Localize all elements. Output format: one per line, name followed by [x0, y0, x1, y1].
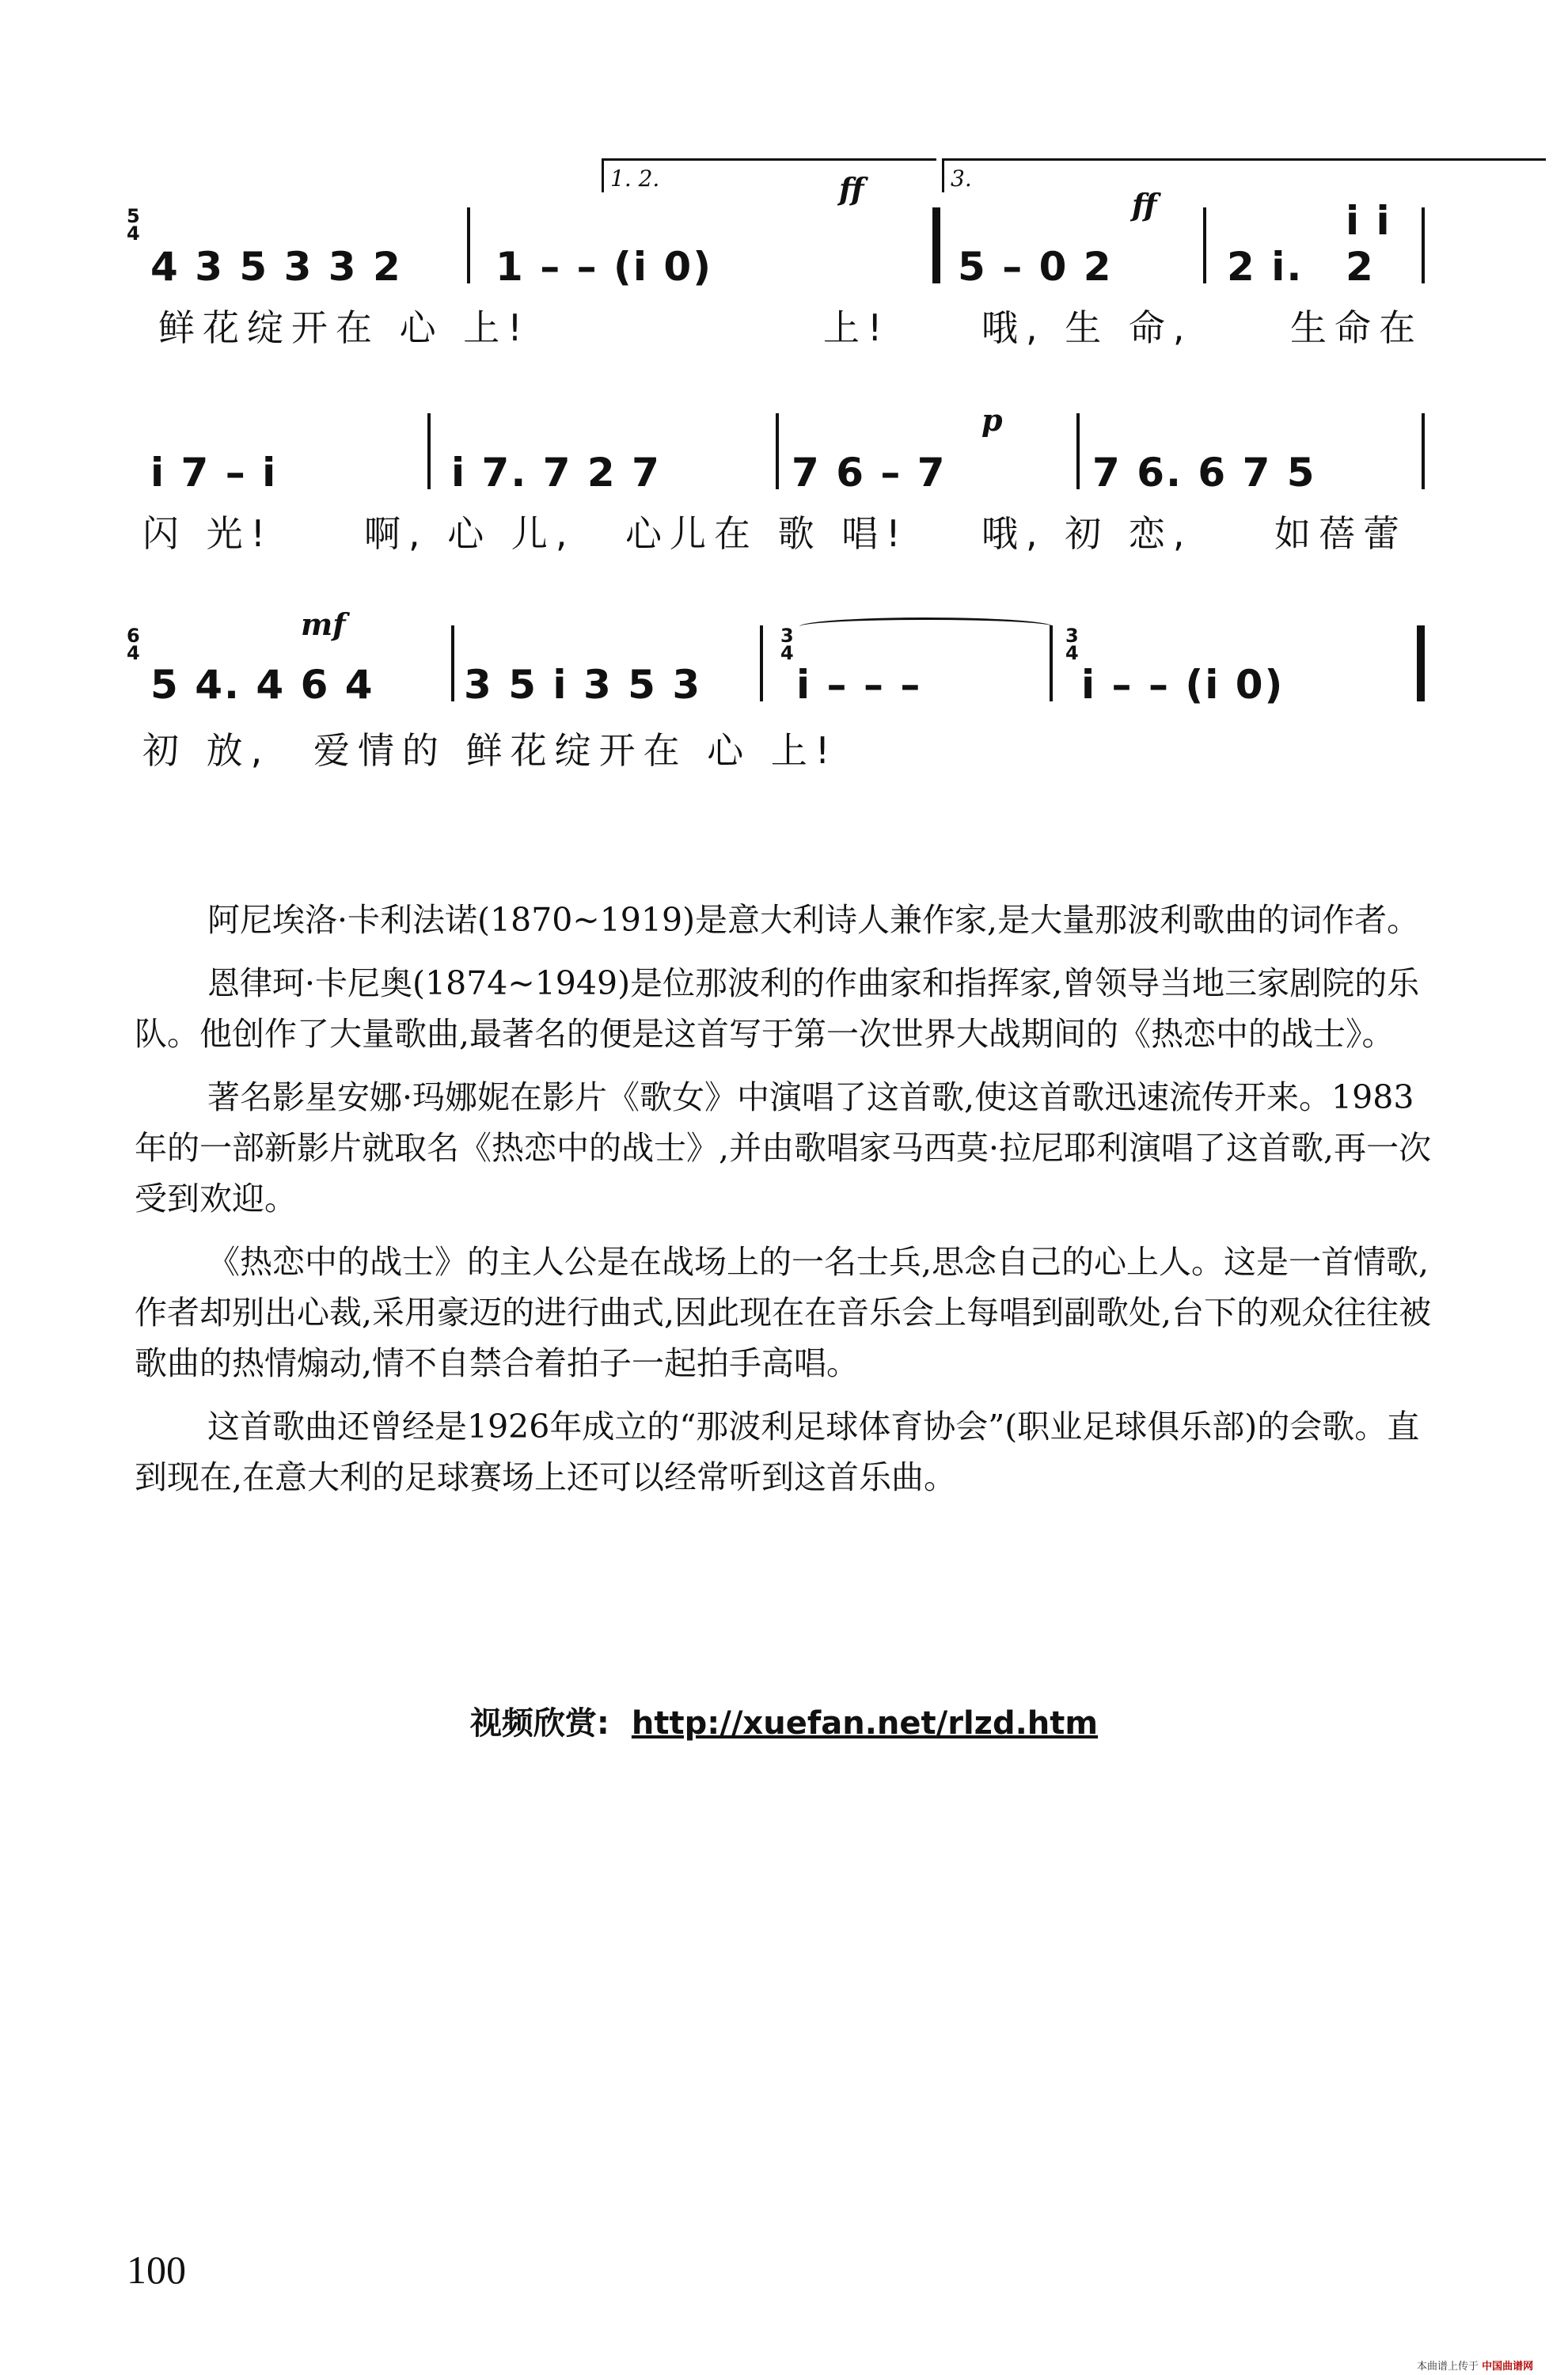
dynamic-marking: mf — [301, 606, 346, 642]
measure: i – – – — [796, 662, 922, 708]
lyric-text: 鲜花绽开在 心 上! — [158, 306, 530, 349]
measure: i i 2 — [1346, 198, 1391, 290]
measure: 3 5 i 3 5 3 — [464, 662, 702, 708]
video-url-link[interactable]: http://xuefan.net/rlzd.htm — [631, 1705, 1099, 1742]
barline — [760, 625, 763, 701]
repeat-barline — [932, 207, 940, 283]
measure: 1 – – (i 0) — [495, 244, 713, 290]
time-signature: 6 4 — [127, 625, 140, 664]
barline — [1203, 207, 1206, 283]
lyric-text: 哦, 生 命, — [981, 306, 1193, 349]
notation-line — [127, 625, 1425, 716]
final-barline — [1417, 625, 1425, 701]
site-logo: 中国曲谱网 — [1482, 2361, 1534, 2373]
lyric-text: 如蓓蕾 — [1274, 512, 1407, 555]
paragraph: 《热恋中的战士》的主人公是在战场上的一名士兵,思念自己的心上人。这是一首情歌,作者却别出心裁,采用豪迈的进行曲式,因此现在在音乐会上每唱到副歌处,台下的观众往往被歌曲的热情煽动,情不自禁合着拍子一起拍手高唱。 — [135, 1243, 1432, 1382]
credit-prefix: 本曲谱上传于 — [1417, 2361, 1479, 2373]
measure: i 7. 7 2 7 — [451, 450, 661, 496]
volta-label-3: 3. — [951, 165, 972, 192]
barline — [1422, 207, 1425, 283]
measure: 7 6 – 7 — [792, 450, 947, 496]
measure: 5 4. 4 6 4 — [150, 662, 374, 708]
barline — [776, 413, 779, 489]
lyric-text: 爱情的 鲜花绽开在 心 上! — [313, 729, 838, 772]
measure: 2 i. — [1227, 244, 1304, 290]
time-signature: 3 4 — [1065, 625, 1079, 664]
video-label: 视频欣赏: — [469, 1705, 609, 1742]
paragraph: 著名影星安娜·玛娜妮在影片《歌女》中演唱了这首歌,使这首歌迅速流传开来。1983年的一部新影片就取名《热恋中的战士》,并由歌唱家马西莫·拉尼耶利演唱了这首歌,再一次受到欢迎。 — [135, 1078, 1432, 1218]
measure: i – – (i 0) — [1081, 662, 1285, 708]
dynamic-marking: ff — [839, 171, 864, 207]
measure: 7 6. 6 7 5 — [1092, 450, 1316, 496]
lyric-text: 上! — [823, 306, 890, 349]
barline — [451, 625, 454, 701]
measure: i 7 – i — [150, 450, 278, 496]
measure: 4 3 5 3 3 2 — [150, 244, 402, 290]
barline — [427, 413, 431, 489]
upload-credit — [1417, 2358, 1533, 2373]
volta-bracket-third-ending — [942, 158, 1546, 192]
lyric-text: 初 放, — [142, 729, 271, 772]
volta-bracket-first-ending — [602, 158, 936, 192]
barline — [1422, 413, 1425, 489]
lyric-text: 生命在 — [1290, 306, 1423, 349]
barline — [1076, 413, 1080, 489]
barline — [467, 207, 470, 283]
measure: 5 – 0 2 — [958, 244, 1113, 290]
time-signature: 5 4 — [127, 205, 140, 245]
lyric-text: 心儿在 歌 唱! — [625, 512, 909, 555]
paragraph: 这首歌曲还曾经是1926年成立的“那波利足球体育协会”(职业足球俱乐部)的会歌。直到现在,在意大利的足球赛场上还可以经常听到这首乐曲。 — [135, 1408, 1420, 1496]
dynamic-marking: p — [981, 402, 1003, 438]
lyric-text: 闪 光! — [142, 512, 274, 555]
paragraph: 阿尼埃洛·卡利法诺(1870~1919)是意大利诗人兼作家,是大量那波利歌曲的词作者。 — [207, 901, 1420, 939]
page-number: 100 — [127, 2248, 186, 2292]
barline — [1050, 625, 1053, 701]
volta-label-1-2: 1. 2. — [610, 165, 660, 192]
lyric-text: 啊, 心 儿, — [364, 512, 575, 555]
notation-line — [127, 416, 1425, 504]
video-link-line — [0, 1698, 1568, 1743]
time-signature: 3 4 — [780, 625, 794, 664]
lyric-text: 哦, 初 恋, — [981, 512, 1193, 555]
dynamic-marking: ff — [1132, 187, 1157, 222]
article-text — [135, 895, 1433, 1515]
paragraph: 恩律珂·卡尼奥(1874~1949)是位那波利的作曲家和指挥家,曾领导当地三家剧院的乐队。他创作了大量歌曲,最著名的便是这首写于第一次世界大战期间的《热恋中的战士》。 — [135, 964, 1420, 1053]
